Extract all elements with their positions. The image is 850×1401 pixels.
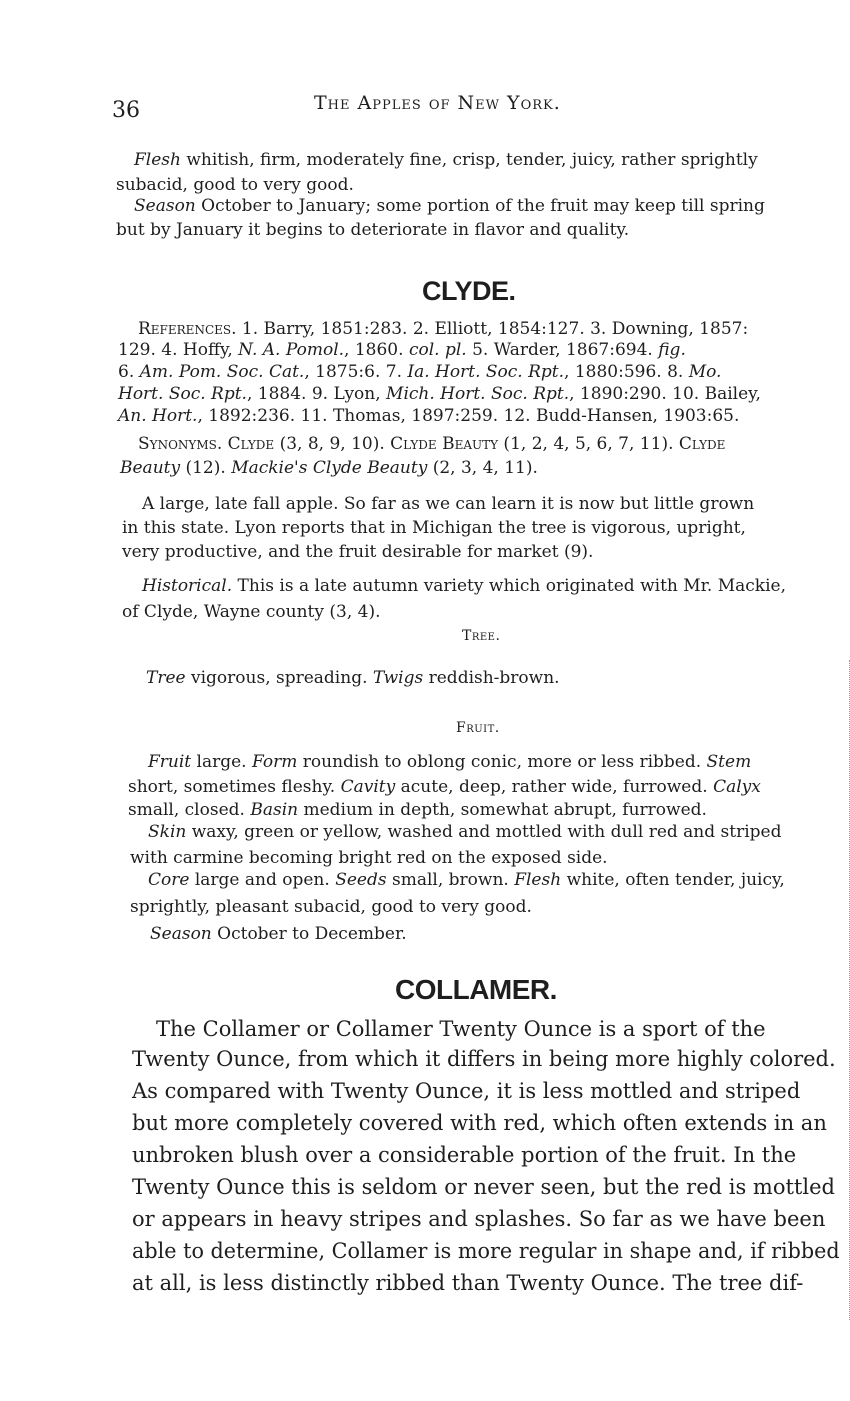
collamer-line: unbroken blush over a considerable portion of the fruit. In the — [132, 1143, 797, 1167]
tree-heading: Tree. — [462, 628, 501, 644]
tree-line: Tree vigorous, spreading. Twigs reddish-brown. — [146, 668, 560, 688]
intro-line: subacid, good to very good. — [116, 175, 354, 195]
fruit-line: Core large and open. Seeds small, brown. Flesh white, often tender, juicy, — [148, 870, 785, 890]
fruit-line: Season October to December. — [150, 924, 407, 944]
synonyms-line: Beauty (12). Mackie's Clyde Beauty (2, 3, 4, 11). — [120, 458, 538, 478]
fruit-line: with carmine becoming bright red on the exposed side. — [130, 848, 608, 868]
references-line: 6. Am. Pom. Soc. Cat., 1875:6. 7. Ia. Hort. Soc. Rpt., 1880:596. 8. Mo. — [118, 362, 722, 382]
page-edge-shadow — [843, 660, 850, 1320]
references-line: An. Hort., 1892:236. 11. Thomas, 1897:259. 12. Budd-Hansen, 1903:65. — [118, 406, 740, 426]
fruit-line: short, sometimes fleshy. Cavity acute, deep, rather wide, furrowed. Calyx — [128, 777, 761, 797]
page-number: 36 — [112, 98, 140, 123]
collamer-line: but more completely covered with red, which often extends in an — [132, 1111, 827, 1135]
historical-line: Historical. This is a late autumn variety which originated with Mr. Mackie, — [142, 576, 786, 596]
fruit-line: Fruit large. Form roundish to oblong conic, more or less ribbed. Stem — [148, 752, 752, 772]
variety-title-clyde: CLYDE. — [422, 276, 516, 306]
fruit-heading: Fruit. — [456, 720, 500, 736]
references-line: 129. 4. Hoffy, N. A. Pomol., 1860. col. pl. 5. Warder, 1867:694. fig. — [118, 340, 686, 360]
historical-line: of Clyde, Wayne county (3, 4). — [122, 602, 381, 622]
running-head: The Apples of New York. — [314, 92, 561, 114]
collamer-line: Twenty Ounce, from which it differs in being more highly colored. — [132, 1047, 836, 1071]
fruit-line: sprightly, pleasant subacid, good to very good. — [130, 897, 532, 917]
description-line: in this state. Lyon reports that in Michigan the tree is vigorous, upright, — [122, 518, 746, 538]
collamer-line: The Collamer or Collamer Twenty Ounce is a sport of the — [156, 1017, 766, 1041]
references-line: Hort. Soc. Rpt., 1884. 9. Lyon, Mich. Hort. Soc. Rpt., 1890:290. 10. Bailey, — [118, 384, 761, 404]
references-line: References. 1. Barry, 1851:283. 2. Elliott, 1854:127. 3. Downing, 1857: — [138, 319, 749, 339]
collamer-line: at all, is less distinctly ribbed than Twenty Ounce. The tree dif- — [132, 1271, 804, 1295]
description-line: A large, late fall apple. So far as we can learn it is now but little grown — [142, 494, 755, 514]
collamer-line: or appears in heavy stripes and splashes. So far as we have been — [132, 1207, 826, 1231]
fruit-line: Skin waxy, green or yellow, washed and mottled with dull red and striped — [148, 822, 782, 842]
synonyms-line: Synonyms. Clyde (3, 8, 9, 10). Clyde Beauty (1, 2, 4, 5, 6, 7, 11). Clyde — [138, 434, 726, 454]
collamer-line: As compared with Twenty Ounce, it is less mottled and striped — [132, 1079, 801, 1103]
collamer-line: Twenty Ounce this is seldom or never seen, but the red is mottled — [132, 1175, 835, 1199]
fruit-line: small, closed. Basin medium in depth, somewhat abrupt, furrowed. — [128, 800, 707, 820]
variety-title-collamer: COLLAMER. — [395, 974, 557, 1005]
intro-line: Season October to January; some portion of the fruit may keep till spring — [134, 196, 765, 216]
description-line: very productive, and the fruit desirable for market (9). — [122, 542, 594, 562]
intro-line: but by January it begins to deteriorate in flavor and quality. — [116, 220, 630, 240]
intro-line: Flesh whitish, firm, moderately fine, crisp, tender, juicy, rather sprightly — [134, 150, 758, 170]
collamer-line: able to determine, Collamer is more regular in shape and, if ribbed — [132, 1239, 840, 1263]
